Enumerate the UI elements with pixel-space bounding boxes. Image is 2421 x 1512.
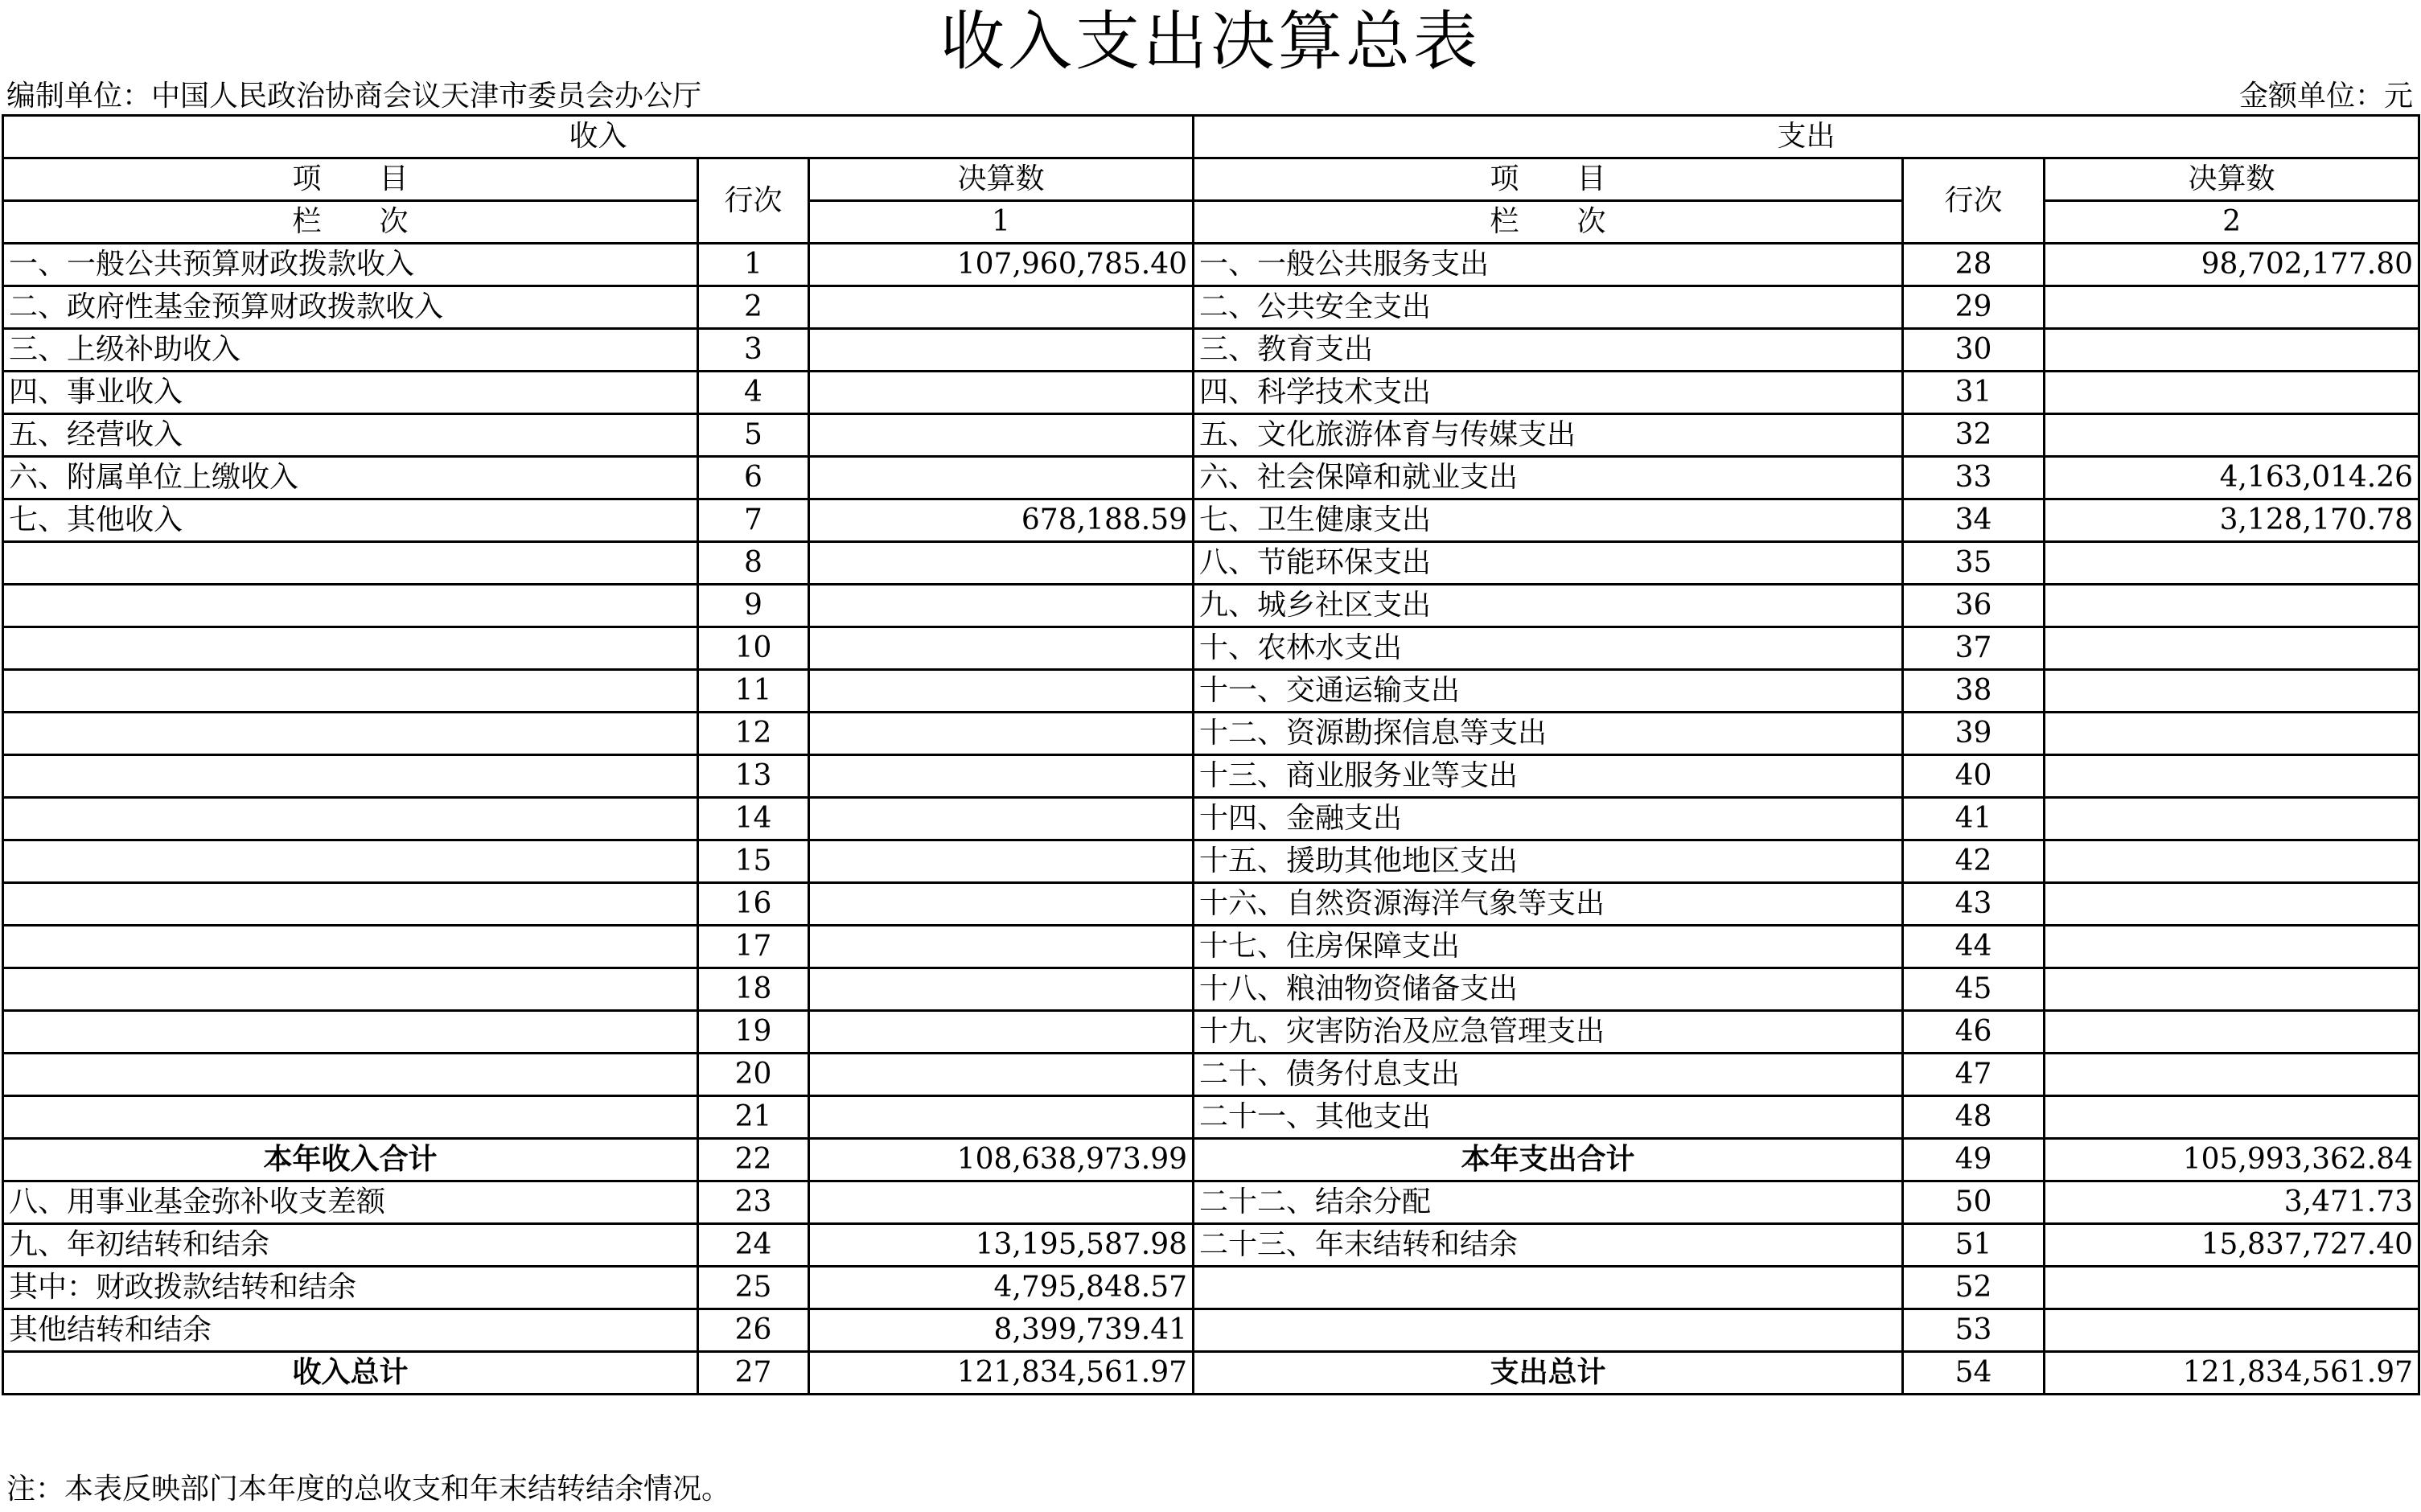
expense-row-number: 50 bbox=[1903, 1181, 2045, 1224]
income-amount bbox=[809, 670, 1194, 713]
income-row-number: 25 bbox=[698, 1267, 809, 1309]
expense-item-label: 二十、债务付息支出 bbox=[1194, 1054, 1903, 1096]
income-item-label bbox=[3, 926, 698, 968]
expense-item-label: 九、城乡社区支出 bbox=[1194, 585, 1903, 627]
income-amount: 4,795,848.57 bbox=[809, 1267, 1194, 1309]
expense-row-number: 32 bbox=[1903, 414, 2045, 457]
expense-item-label: 八、节能环保支出 bbox=[1194, 542, 1903, 585]
income-row-number: 6 bbox=[698, 457, 809, 499]
table-row bbox=[3, 1096, 2419, 1139]
income-row-number: 11 bbox=[698, 670, 809, 713]
expense-item-label: 一、一般公共服务支出 bbox=[1194, 244, 1903, 286]
expense-amount: 105,993,362.84 bbox=[2045, 1139, 2419, 1181]
expense-row-number: 47 bbox=[1903, 1054, 2045, 1096]
income-item-label: 二、政府性基金预算财政拨款收入 bbox=[3, 286, 698, 329]
table-row bbox=[3, 1309, 2419, 1352]
income-amount bbox=[809, 755, 1194, 798]
income-amount: 121,834,561.97 bbox=[809, 1352, 1194, 1395]
expense-item-label: 十、农林水支出 bbox=[1194, 627, 1903, 670]
expense-item-label: 十九、灾害防治及应急管理支出 bbox=[1194, 1011, 1903, 1054]
expense-row-number: 46 bbox=[1903, 1011, 2045, 1054]
expense-item-label: 支出总计 bbox=[1194, 1352, 1903, 1395]
income-amount bbox=[809, 286, 1194, 329]
expense-amount bbox=[2045, 372, 2419, 414]
table-row bbox=[3, 1139, 2419, 1181]
expense-amount bbox=[2045, 286, 2419, 329]
section-header-row bbox=[3, 116, 2419, 158]
expense-item-label: 十三、商业服务业等支出 bbox=[1194, 755, 1903, 798]
expense-item-label: 十一、交通运输支出 bbox=[1194, 670, 1903, 713]
expense-item-label: 十五、援助其他地区支出 bbox=[1194, 840, 1903, 883]
expense-item-label: 六、社会保障和就业支出 bbox=[1194, 457, 1903, 499]
expense-amount bbox=[2045, 1096, 2419, 1139]
income-row-number: 4 bbox=[698, 372, 809, 414]
income-row-number: 26 bbox=[698, 1309, 809, 1352]
income-item-label bbox=[3, 968, 698, 1011]
income-amount bbox=[809, 627, 1194, 670]
expense-amount: 98,702,177.80 bbox=[2045, 244, 2419, 286]
income-row-number: 20 bbox=[698, 1054, 809, 1096]
income-row-number: 19 bbox=[698, 1011, 809, 1054]
income-item-label: 七、其他收入 bbox=[3, 499, 698, 542]
income-row-number: 7 bbox=[698, 499, 809, 542]
page-title: 收入支出决算总表 bbox=[940, 4, 1481, 79]
income-row-number: 3 bbox=[698, 329, 809, 372]
expense-amount bbox=[2045, 755, 2419, 798]
income-item-label bbox=[3, 585, 698, 627]
income-row-number: 17 bbox=[698, 926, 809, 968]
income-amount bbox=[809, 713, 1194, 755]
income-item-label bbox=[3, 1011, 698, 1054]
expense-amount bbox=[2045, 627, 2419, 670]
income-item-label: 六、附属单位上缴收入 bbox=[3, 457, 698, 499]
income-row-number: 1 bbox=[698, 244, 809, 286]
income-row-number: 27 bbox=[698, 1352, 809, 1395]
expense-row-number: 35 bbox=[1903, 542, 2045, 585]
income-item-label bbox=[3, 542, 698, 585]
income-item-label: 八、用事业基金弥补收支差额 bbox=[3, 1181, 698, 1224]
income-item-label bbox=[3, 840, 698, 883]
expense-item-label bbox=[1194, 1309, 1903, 1352]
table-row bbox=[3, 1224, 2419, 1267]
expense-row-number: 41 bbox=[1903, 798, 2045, 840]
expense-row-number: 54 bbox=[1903, 1352, 2045, 1395]
income-row-number: 9 bbox=[698, 585, 809, 627]
compiling-unit: 编制单位：中国人民政治协商会议天津市委员会办公厅 bbox=[6, 80, 702, 113]
expense-amount bbox=[2045, 542, 2419, 585]
table-row bbox=[3, 1054, 2419, 1096]
expense-amount-header: 决算数 bbox=[2045, 158, 2419, 201]
expense-amount bbox=[2045, 798, 2419, 840]
table-row bbox=[3, 499, 2419, 542]
expense-row-number: 30 bbox=[1903, 329, 2045, 372]
table-row bbox=[3, 627, 2419, 670]
income-amount bbox=[809, 329, 1194, 372]
table-row bbox=[3, 1011, 2419, 1054]
income-section-header: 收入 bbox=[3, 116, 1194, 158]
expense-row-number: 40 bbox=[1903, 755, 2045, 798]
expense-item-label: 二十三、年末结转和结余 bbox=[1194, 1224, 1903, 1267]
expense-amount: 15,837,727.40 bbox=[2045, 1224, 2419, 1267]
expense-amount bbox=[2045, 713, 2419, 755]
expense-amount bbox=[2045, 585, 2419, 627]
expense-amount bbox=[2045, 329, 2419, 372]
income-row-number: 18 bbox=[698, 968, 809, 1011]
income-item-label bbox=[3, 798, 698, 840]
expense-amount bbox=[2045, 1011, 2419, 1054]
table-row bbox=[3, 670, 2419, 713]
expense-section-header: 支出 bbox=[1194, 116, 2419, 158]
income-item-label: 本年收入合计 bbox=[3, 1139, 698, 1181]
table-row bbox=[3, 883, 2419, 926]
income-amount bbox=[809, 883, 1194, 926]
expense-amount bbox=[2045, 840, 2419, 883]
table-row bbox=[3, 457, 2419, 499]
income-row-no-header: 行次 bbox=[698, 158, 809, 244]
expense-row-number: 44 bbox=[1903, 926, 2045, 968]
income-row-number: 14 bbox=[698, 798, 809, 840]
column-index-row bbox=[3, 201, 2419, 244]
income-amount bbox=[809, 1054, 1194, 1096]
income-item-label bbox=[3, 883, 698, 926]
expense-row-number: 31 bbox=[1903, 372, 2045, 414]
income-amount bbox=[809, 926, 1194, 968]
expense-row-number: 42 bbox=[1903, 840, 2045, 883]
table-row bbox=[3, 840, 2419, 883]
income-amount bbox=[809, 542, 1194, 585]
expense-row-number: 29 bbox=[1903, 286, 2045, 329]
expense-row-number: 36 bbox=[1903, 585, 2045, 627]
expense-item-label: 十八、粮油物资储备支出 bbox=[1194, 968, 1903, 1011]
expense-item-label bbox=[1194, 1267, 1903, 1309]
expense-item-label: 十二、资源勘探信息等支出 bbox=[1194, 713, 1903, 755]
expense-row-number: 28 bbox=[1903, 244, 2045, 286]
income-row-number: 12 bbox=[698, 713, 809, 755]
expense-amount: 4,163,014.26 bbox=[2045, 457, 2419, 499]
expense-column-index: 2 bbox=[2045, 201, 2419, 244]
income-amount: 107,960,785.40 bbox=[809, 244, 1194, 286]
expense-item-label: 七、卫生健康支出 bbox=[1194, 499, 1903, 542]
income-amount: 13,195,587.98 bbox=[809, 1224, 1194, 1267]
amount-unit: 金额单位：元 bbox=[2238, 80, 2413, 113]
income-amount bbox=[809, 968, 1194, 1011]
expense-row-number: 34 bbox=[1903, 499, 2045, 542]
income-column-label: 栏 次 bbox=[3, 201, 698, 244]
expense-amount bbox=[2045, 926, 2419, 968]
income-item-label: 其他结转和结余 bbox=[3, 1309, 698, 1352]
expense-amount bbox=[2045, 883, 2419, 926]
expense-item-header: 项 目 bbox=[1194, 158, 1903, 201]
expense-item-label: 四、科学技术支出 bbox=[1194, 372, 1903, 414]
income-row-number: 23 bbox=[698, 1181, 809, 1224]
income-item-label: 其中：财政拨款结转和结余 bbox=[3, 1267, 698, 1309]
income-row-number: 16 bbox=[698, 883, 809, 926]
income-row-number: 15 bbox=[698, 840, 809, 883]
expense-amount bbox=[2045, 1309, 2419, 1352]
expense-amount bbox=[2045, 414, 2419, 457]
income-row-number: 21 bbox=[698, 1096, 809, 1139]
income-item-label bbox=[3, 1054, 698, 1096]
table-row bbox=[3, 755, 2419, 798]
income-amount: 108,638,973.99 bbox=[809, 1139, 1194, 1181]
income-item-label bbox=[3, 1096, 698, 1139]
table-row bbox=[3, 329, 2419, 372]
column-header-row bbox=[3, 158, 2419, 201]
table-row bbox=[3, 713, 2419, 755]
expense-row-number: 39 bbox=[1903, 713, 2045, 755]
table-row bbox=[3, 1181, 2419, 1224]
income-amount-header: 决算数 bbox=[809, 158, 1194, 201]
income-amount bbox=[809, 457, 1194, 499]
income-item-label: 三、上级补助收入 bbox=[3, 329, 698, 372]
income-item-label: 九、年初结转和结余 bbox=[3, 1224, 698, 1267]
table-note: 注：本表反映部门本年度的总收支和年末结转结余情况。 bbox=[6, 1473, 731, 1506]
expense-item-label: 二十二、结余分配 bbox=[1194, 1181, 1903, 1224]
expense-row-number: 51 bbox=[1903, 1224, 2045, 1267]
income-amount bbox=[809, 840, 1194, 883]
table-row bbox=[3, 798, 2419, 840]
expense-row-number: 33 bbox=[1903, 457, 2045, 499]
expense-amount bbox=[2045, 1267, 2419, 1309]
income-amount bbox=[809, 1011, 1194, 1054]
expense-row-number: 53 bbox=[1903, 1309, 2045, 1352]
expense-row-number: 45 bbox=[1903, 968, 2045, 1011]
income-amount: 678,188.59 bbox=[809, 499, 1194, 542]
expense-item-label: 五、文化旅游体育与传媒支出 bbox=[1194, 414, 1903, 457]
income-item-label bbox=[3, 755, 698, 798]
income-amount: 8,399,739.41 bbox=[809, 1309, 1194, 1352]
expense-amount: 3,471.73 bbox=[2045, 1181, 2419, 1224]
expense-amount: 121,834,561.97 bbox=[2045, 1352, 2419, 1395]
income-amount bbox=[809, 1181, 1194, 1224]
table-row bbox=[3, 244, 2419, 286]
income-row-number: 2 bbox=[698, 286, 809, 329]
income-row-number: 8 bbox=[698, 542, 809, 585]
expense-row-number: 49 bbox=[1903, 1139, 2045, 1181]
expense-item-label: 三、教育支出 bbox=[1194, 329, 1903, 372]
table-row bbox=[3, 372, 2419, 414]
income-column-index: 1 bbox=[809, 201, 1194, 244]
expense-row-number: 52 bbox=[1903, 1267, 2045, 1309]
table-row bbox=[3, 1352, 2419, 1395]
expense-item-label: 十四、金融支出 bbox=[1194, 798, 1903, 840]
expense-row-number: 43 bbox=[1903, 883, 2045, 926]
income-item-label bbox=[3, 670, 698, 713]
table-row bbox=[3, 968, 2419, 1011]
expense-item-label: 二十一、其他支出 bbox=[1194, 1096, 1903, 1139]
table-row bbox=[3, 414, 2419, 457]
income-amount bbox=[809, 798, 1194, 840]
income-item-label: 五、经营收入 bbox=[3, 414, 698, 457]
income-item-label: 收入总计 bbox=[3, 1352, 698, 1395]
expense-row-number: 48 bbox=[1903, 1096, 2045, 1139]
expense-row-no-header: 行次 bbox=[1903, 158, 2045, 244]
income-item-label bbox=[3, 627, 698, 670]
expense-item-label: 二、公共安全支出 bbox=[1194, 286, 1903, 329]
expense-item-label: 十七、住房保障支出 bbox=[1194, 926, 1903, 968]
expense-row-number: 38 bbox=[1903, 670, 2045, 713]
income-amount bbox=[809, 414, 1194, 457]
table-row bbox=[3, 1267, 2419, 1309]
table-row bbox=[3, 286, 2419, 329]
expense-amount bbox=[2045, 968, 2419, 1011]
table-row bbox=[3, 542, 2419, 585]
income-row-number: 22 bbox=[698, 1139, 809, 1181]
expense-amount bbox=[2045, 1054, 2419, 1096]
expense-row-number: 37 bbox=[1903, 627, 2045, 670]
table-row bbox=[3, 926, 2419, 968]
income-row-number: 24 bbox=[698, 1224, 809, 1267]
income-item-label: 四、事业收入 bbox=[3, 372, 698, 414]
income-row-number: 13 bbox=[698, 755, 809, 798]
expense-column-label: 栏 次 bbox=[1194, 201, 1903, 244]
expense-item-label: 十六、自然资源海洋气象等支出 bbox=[1194, 883, 1903, 926]
income-row-number: 10 bbox=[698, 627, 809, 670]
income-item-label bbox=[3, 713, 698, 755]
income-item-header: 项 目 bbox=[3, 158, 698, 201]
income-amount bbox=[809, 372, 1194, 414]
income-row-number: 5 bbox=[698, 414, 809, 457]
income-amount bbox=[809, 585, 1194, 627]
expense-item-label: 本年支出合计 bbox=[1194, 1139, 1903, 1181]
income-item-label: 一、一般公共预算财政拨款收入 bbox=[3, 244, 698, 286]
expense-amount bbox=[2045, 670, 2419, 713]
expense-amount: 3,128,170.78 bbox=[2045, 499, 2419, 542]
income-amount bbox=[809, 1096, 1194, 1139]
table-row bbox=[3, 585, 2419, 627]
income-expense-table bbox=[2, 114, 2420, 1395]
